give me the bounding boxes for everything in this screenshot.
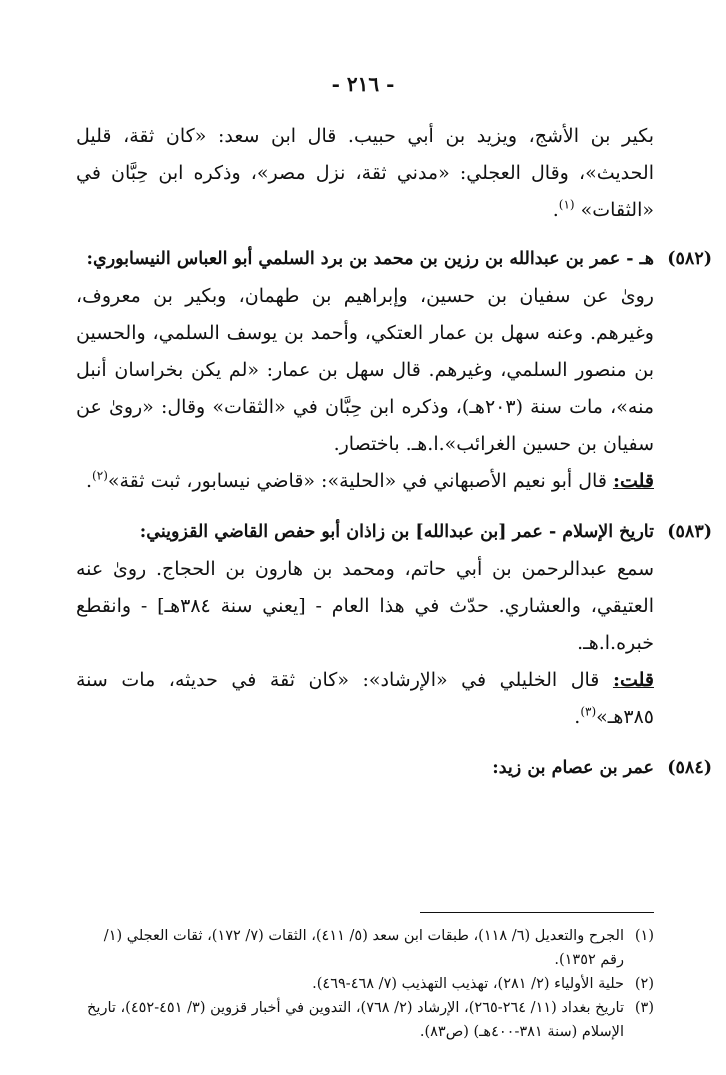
- entry-583-number: (٥٨٣): [667, 522, 712, 542]
- entry-583-qult-label: قلت:: [612, 669, 654, 691]
- entry-582-qult: [76, 463, 654, 500]
- entry-583-heading: [76, 514, 712, 551]
- entry-584-title: عمر بن عصام بن زيد:: [492, 758, 654, 778]
- continuation-paragraph: [76, 118, 654, 229]
- entry-582-heading: [76, 241, 712, 278]
- continuation-text: بكير بن الأشج، ويزيد بن أبي حبيب. قال ابن سعد: «كان ثقة، قليل الحديث»، وقال العجلي: «مدني ثقة، نزل مصر»، وذكره ابن حِبَّان في «الثقات»: [76, 125, 654, 221]
- footnote-text: الجرح والتعديل (٦/ ١١٨)، طبقات ابن سعد (٥/ ٤١١)، الثقات (٧/ ١٧٢)، ثقات العجلي (١/ رقم ١٣٥٢).: [103, 928, 624, 968]
- page-number: - ٢١٦ -: [331, 72, 395, 96]
- footnote-number: (٢): [634, 976, 654, 992]
- continuation-end: .: [552, 199, 559, 221]
- footnote-divider: [420, 912, 654, 913]
- entry-583-qult: [76, 662, 654, 736]
- footnote-text: تاريخ بغداد (١١/ ٢٦٤-٢٦٥)، الإرشاد (٢/ ٧٦٨)، التدوين في أخبار قزوين (٣/ ٤٥١-٤٥٢)، تاريخ الإسلام (سنة ٣٨١-٤٠٠هـ) (ص٨٣).: [87, 1000, 624, 1040]
- footnote-ref-1: (١): [558, 197, 575, 212]
- entry-582-number: (٥٨٢): [667, 249, 712, 269]
- entry-582-text: روىٰ عن سفيان بن حسين، وإبراهيم بن طهمان، وبكير بن معروف، وغيرهم. وعنه سهل بن عمار العتكي، وأحمد بن يوسف السلمي، والحسين بن منصور السلمي، وغيرهم. قال سهل بن عمار: «لم يكن بخراسان أنبل منه»، مات سنة (٢٠٣هـ)، وذكره ابن حِبَّان في «الثقات» وقال: «روىٰ عن سفيان بن حسين الغرائب».ا.هـ. باختصار.: [76, 285, 654, 455]
- entry-582-qult-end: .: [86, 470, 93, 492]
- footnote-ref-2: (٢): [92, 468, 108, 483]
- footnotes: [76, 924, 654, 1044]
- entry-584-number: (٥٨٤): [667, 758, 712, 778]
- entry-582-qult-text: قال أبو نعيم الأصبهاني في «الحلية»: «قاضي نيسابور، ثبت ثقة»: [107, 470, 613, 492]
- entry-582-qult-label: قلت:: [612, 470, 654, 492]
- entry-584-heading: [76, 750, 712, 787]
- footnote-ref-3: (٣): [580, 704, 597, 719]
- footnote-number: (٣): [634, 1000, 654, 1016]
- entry-582-title: هـ - عمر بن عبدالله بن رزين بن محمد بن برد السلمي أبو العباس النيسابوري:: [86, 249, 654, 269]
- page-body: [76, 118, 712, 787]
- footnote-1: [76, 924, 654, 972]
- entry-583-qult-text: قال الخليلي في «الإرشاد»: «كان ثقة في حديثه، مات سنة ٣٨٥هـ»: [76, 669, 654, 728]
- entry-583-title: تاريخ الإسلام - عمر [بن عبدالله] بن زاذان أبو حفص القاضي القزويني:: [139, 522, 654, 542]
- entry-583-qult-end: .: [574, 706, 581, 728]
- footnote-text: حلية الأولياء (٢/ ٢٨١)، تهذيب التهذيب (٧/ ٤٦٨-٤٦٩).: [312, 976, 624, 992]
- footnote-number: (١): [634, 928, 654, 944]
- footnote-3: [76, 996, 654, 1044]
- footnote-2: [76, 972, 654, 996]
- entry-583-text: سمع عبدالرحمن بن أبي حاتم، ومحمد بن هارون بن الحجاج. روىٰ عنه العتيقي، والعشاري. حدّث في هذا العام - [يعني سنة ٣٨٤هـ] - وانقطع خبره.ا.هـ.: [76, 558, 654, 654]
